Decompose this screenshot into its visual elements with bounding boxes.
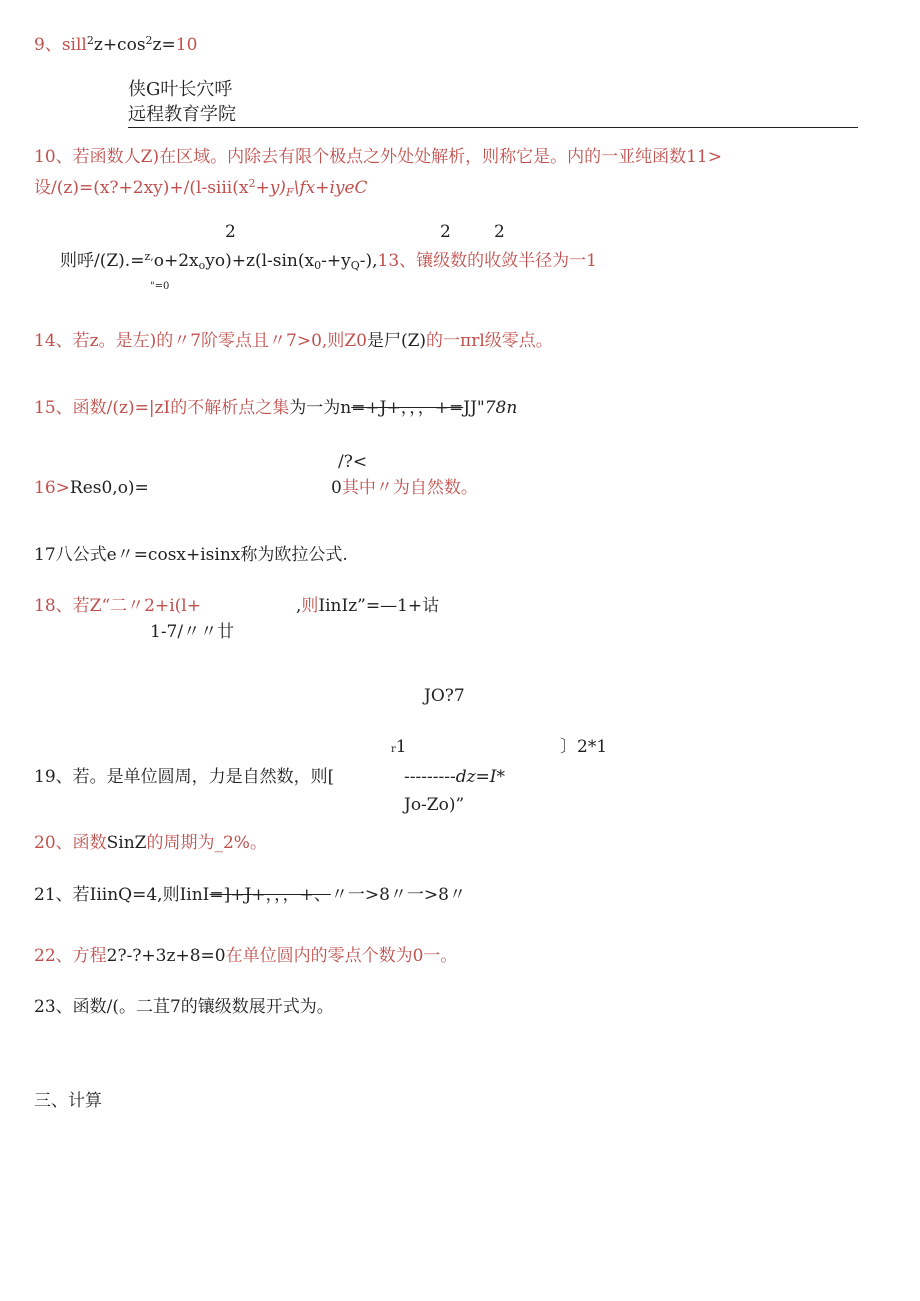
q14-text-b: 是尸(Z)	[366, 331, 427, 351]
q12-sub-q: Q	[350, 259, 360, 272]
header-logo-line-2: 远程教育学院	[128, 104, 236, 125]
q21-struck-text: =]+J+，，，+、	[209, 885, 331, 905]
q19-text-a: 19、若。是单位圆周，力是自然数，则[	[34, 767, 335, 787]
q9-text-c: z=	[152, 35, 176, 55]
q18-comma: ,	[296, 596, 302, 616]
q14-text-c: 的一πrl级零点。	[426, 331, 553, 351]
q15-text-f: J	[470, 398, 477, 418]
q9-text-b: z+cos	[93, 35, 146, 55]
question-18	[34, 595, 201, 617]
q15-struck-text: =+J+，，，+=	[351, 398, 464, 418]
q21-text-c: 〃一>8〃一>8〃	[330, 885, 466, 905]
q12-text-i: -),	[359, 251, 378, 271]
q12-limit-subscript: "=0	[150, 281, 170, 292]
q15-text-b: 的不解析点之集	[170, 398, 290, 418]
question-20	[34, 832, 267, 854]
q11-sub: F	[285, 186, 294, 199]
question-19	[34, 766, 334, 788]
q11-text-b: +	[255, 178, 270, 198]
section-heading: 三、计算	[34, 1091, 102, 1111]
question-17: 17八公式e〃=cosx+isinx称为欧拉公式.	[34, 545, 348, 565]
question-13: 13、镶级数的收敛半径为一1	[377, 251, 597, 271]
q18-text-c: 则	[301, 596, 319, 616]
q15-text-e: J	[463, 398, 471, 418]
q11-text-a: 设/(z)=(x?+2xy)+/(l-siii(x	[34, 178, 249, 198]
q19-above-1: 1	[395, 737, 407, 757]
q15-text-c: 为一为n	[289, 398, 352, 418]
q12-text-e: yo)+z(l-sin(x	[205, 251, 315, 271]
q11-text-d: \fx+iyeC	[293, 178, 368, 198]
question-12	[60, 246, 597, 277]
question-11	[34, 173, 368, 204]
question-14	[34, 330, 553, 352]
q12-text-c: o+2x	[153, 251, 199, 271]
q22-text-a: 22、方程	[34, 946, 107, 966]
q18-continuation: JO?7	[424, 686, 465, 706]
q12-text-g: -+y	[321, 251, 351, 271]
q18-text-d: IinIz”=—1+诂	[318, 596, 440, 616]
q18-below: 1-7/〃〃廿	[150, 622, 235, 642]
q16-text-d: 其中〃为自然数。	[341, 478, 478, 498]
q12-text-a: 则呼/(Z).=	[60, 251, 145, 271]
q15-text-a: 15、函数/(z)=|zI	[34, 398, 171, 418]
q20-text-a: 20、函数	[34, 833, 107, 853]
q9-sup-2: 2	[145, 34, 153, 47]
q9-number: 9、sill	[34, 35, 87, 55]
question-15	[34, 397, 517, 419]
q9-sup-1: 2	[86, 34, 94, 47]
question-22	[34, 945, 457, 967]
q12-text-b: z,	[144, 250, 154, 263]
q20-text-b: SinZ	[106, 833, 147, 853]
q16-above: /?<	[338, 452, 368, 472]
q18-text-a: 18、若Z“二〃2+i(l+	[34, 596, 201, 616]
q22-text-c: 在单位圆内的零点个数为0一。	[225, 946, 458, 966]
q19-above-right: 〕2*1	[560, 737, 608, 757]
q19-below: Jo-Zo)”	[404, 795, 465, 815]
q18-right	[296, 595, 439, 617]
q19-integrand	[404, 766, 505, 788]
header-divider	[128, 127, 858, 128]
q16-text-b: Res0,o)=	[69, 478, 149, 498]
q16-text-c: 0	[331, 478, 342, 498]
q16-number: 16>	[34, 478, 70, 498]
q12-sub-o: o	[198, 259, 206, 272]
q12-sub-0: 0	[314, 259, 322, 272]
q19-fraction-bar: ---------	[404, 767, 456, 787]
q19-above	[391, 736, 407, 761]
q19-above-r: r	[391, 744, 396, 755]
question-10: 10、若函数人Z)在区域。内除去有限个极点之外处处解析，则称它是。内的一亚纯函数11>	[34, 147, 722, 167]
q12-superscript-a: 2	[225, 222, 236, 242]
q20-text-c: 的周期为_2%。	[146, 833, 267, 853]
q9-answer: 10	[175, 35, 198, 55]
question-23: 23、函数/(。二苴7的镶级数展开式为。	[34, 997, 334, 1017]
question-9	[34, 30, 197, 56]
q21-text-a: 21、若IiinQ=4,则IinI	[34, 885, 210, 905]
q19-text-c: dz=I*	[455, 767, 506, 787]
header-logo-line-1: 侠G叶长穴呼	[128, 79, 233, 100]
q16-answer	[331, 477, 478, 499]
q22-text-b: 2?-?+3z+8=0	[106, 946, 226, 966]
q11-sup: 2	[248, 177, 256, 190]
q12-superscript-c: 2	[494, 222, 505, 242]
question-21	[34, 884, 466, 906]
q12-superscript-b: 2	[440, 222, 451, 242]
q11-text-c: y)	[269, 178, 286, 198]
q14-text-a: 14、若z。是左)的〃7阶零点且〃7>0,则Z0	[34, 331, 367, 351]
q15-text-g: "78n	[476, 398, 518, 418]
question-16	[34, 477, 149, 499]
